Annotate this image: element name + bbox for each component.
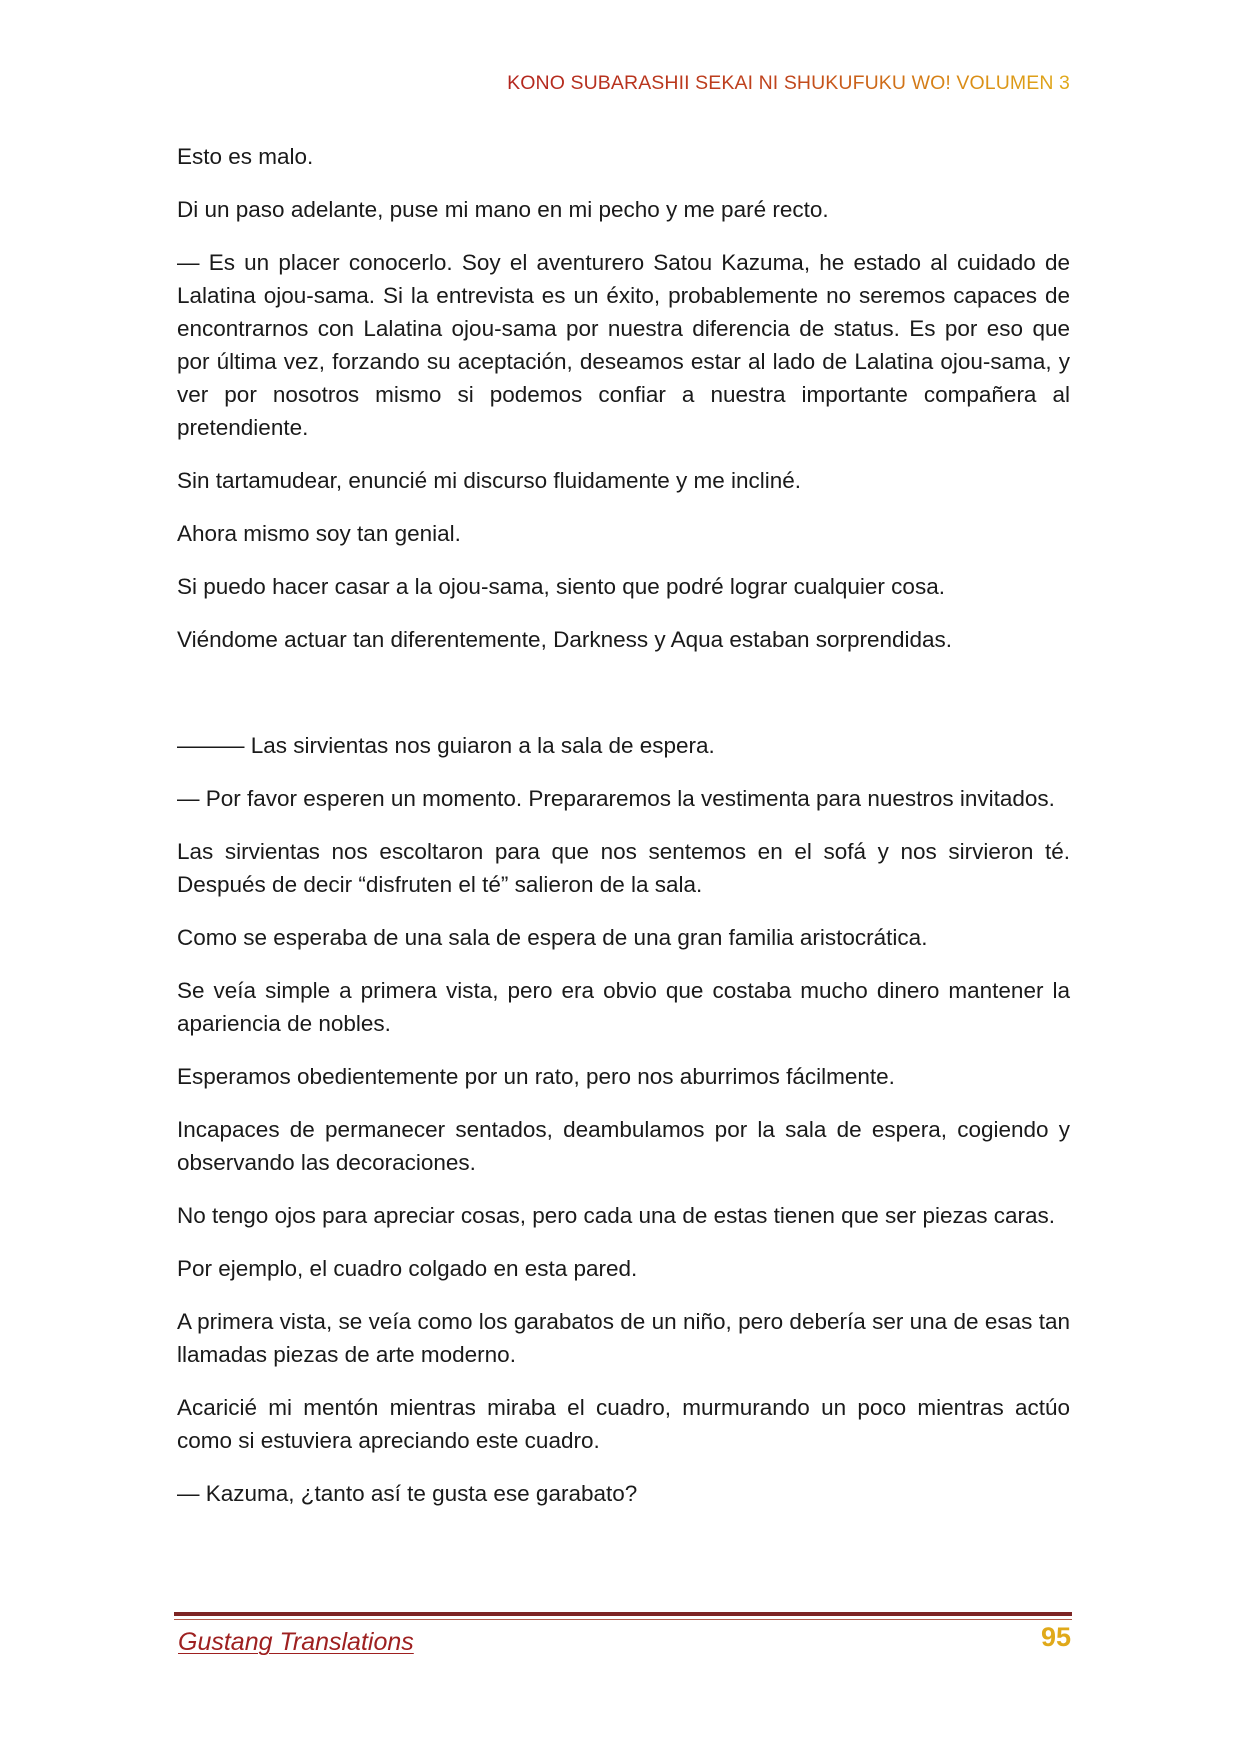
paragraph: — Por favor esperen un momento. Prepararemos la vestimenta para nuestros invitados.: [177, 786, 1055, 811]
running-header-title: KONO SUBARASHII SEKAI NI SHUKUFUKU WO! VOLUMEN 3: [507, 72, 1070, 94]
scene-break-spacer: [177, 676, 1070, 729]
paragraph: No tengo ojos para apreciar cosas, pero cada una de estas tienen que ser piezas caras.: [177, 1203, 1056, 1228]
paragraph: Acaricié mi mentón mientras miraba el cuadro, murmurando un poco mientras actúo como si estuviera apreciando este cuadro.: [177, 1395, 1070, 1453]
paragraph: Esto es malo.: [177, 144, 314, 169]
footer-credit: Gustang Translations: [178, 1628, 414, 1656]
paragraph: ——— Las sirvientas nos guiaron a la sala de espera.: [177, 733, 715, 758]
paragraph: Viéndome actuar tan diferentemente, Darkness y Aqua estaban sorprendidas.: [177, 627, 953, 652]
paragraph: Por ejemplo, el cuadro colgado en esta pared.: [177, 1256, 638, 1281]
paragraph: Las sirvientas nos escoltaron para que nos sentemos en el sofá y nos sirvieron té. Después de decir “disfruten el té” salieron de la sala.: [177, 839, 1070, 897]
footer-divider: [174, 1612, 1072, 1616]
paragraph: A primera vista, se veía como los garabatos de un niño, pero debería ser una de esas tan llamadas piezas de arte moderno.: [177, 1309, 1070, 1367]
paragraph: Se veía simple a primera vista, pero era obvio que costaba mucho dinero mantener la apariencia de nobles.: [177, 978, 1070, 1036]
paragraph: Di un paso adelante, puse mi mano en mi pecho y me paré recto.: [177, 197, 829, 222]
page-number: 95: [1040, 1622, 1071, 1652]
body-text: [177, 140, 1070, 1510]
paragraph: Ahora mismo soy tan genial.: [177, 521, 461, 546]
paragraph: — Es un placer conocerlo. Soy el aventurero Satou Kazuma, he estado al cuidado de Lalatina ojou-sama. Si la entrevista es un éxito, probablemente no seremos capaces de encontrarnos con Lalatina ojou-sama por nuestra diferencia de status. Es por eso que por última vez, forzando su aceptación, deseamos estar al lado de Lalatina ojou-sama, y ver por nosotros mismo si podemos confiar a nuestra importante compañera al pretendiente.: [177, 250, 1070, 440]
paragraph: Sin tartamudear, enuncié mi discurso fluidamente y me incliné.: [177, 468, 802, 493]
paragraph: Como se esperaba de una sala de espera de una gran familia aristocrática.: [177, 925, 928, 950]
paragraph: — Kazuma, ¿tanto así te gusta ese garabato?: [177, 1481, 638, 1506]
paragraph: Si puedo hacer casar a la ojou-sama, siento que podré lograr cualquier cosa.: [177, 574, 945, 599]
footer-divider-thin: [174, 1619, 1072, 1620]
paragraph: Esperamos obedientemente por un rato, pero nos aburrimos fácilmente.: [177, 1064, 895, 1089]
paragraph: Incapaces de permanecer sentados, deambulamos por la sala de espera, cogiendo y observando las decoraciones.: [177, 1117, 1070, 1175]
